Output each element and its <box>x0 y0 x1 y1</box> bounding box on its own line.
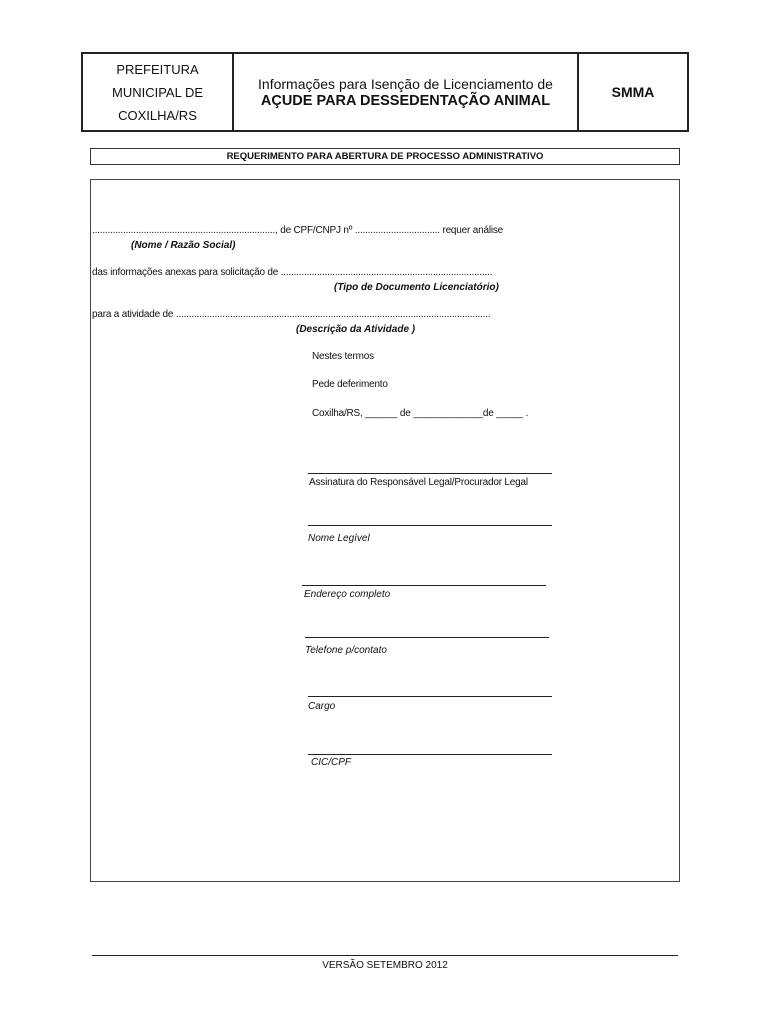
activity-caption: (Descrição da Atividade ) <box>296 324 416 335</box>
closing-terms: Nestes termos <box>312 351 374 362</box>
org-name-cell <box>83 54 234 130</box>
requester-caption: (Nome / Razão Social) <box>131 240 236 251</box>
document-type-line: das informações anexas para solicitação de .................................................................................. <box>92 267 493 278</box>
dept-code: SMMA <box>611 84 655 100</box>
version-footer: VERSÃO SETEMBRO 2012 <box>322 960 448 971</box>
signature-line-5 <box>308 696 552 697</box>
signature-line-6 <box>308 754 552 755</box>
closing-request: Pede deferimento <box>312 379 388 390</box>
requester-line: ......................................................................., de CPF/CNPJ nº ................................. requer análise <box>92 225 504 236</box>
info-line-1: Informações para Isenção de Licenciamento de <box>258 75 553 92</box>
address-label: Endereço completo <box>304 589 391 600</box>
date-line: Coxilha/RS, ______ de _____________de _____ . <box>312 408 529 419</box>
org-line-3: COXILHA/RS <box>118 107 197 123</box>
signature-line-2 <box>308 525 552 526</box>
signature-line-3 <box>302 585 546 586</box>
org-line-2: MUNICIPAL DE <box>111 84 203 100</box>
info-line-2: AÇUDE PARA DESSEDENTAÇÃO ANIMAL <box>260 92 551 109</box>
form-title: REQUERIMENTO PARA ABERTURA DE PROCESSO ADMINISTRATIVO <box>90 148 680 165</box>
footer-rule <box>92 955 678 956</box>
activity-line: para a atividade de .......................................................................................................................... <box>92 309 491 320</box>
signature-line-1 <box>308 473 552 474</box>
header-table <box>81 52 689 132</box>
phone-label: Telefone p/contato <box>305 645 387 656</box>
info-cell <box>234 54 579 130</box>
signature-line-4 <box>305 637 549 638</box>
legible-name-label: Nome Legível <box>308 533 370 544</box>
org-line-1: PREFEITURA <box>116 61 199 77</box>
signature-label: Assinatura do Responsável Legal/Procurador Legal <box>309 477 528 488</box>
role-label: Cargo <box>308 701 336 712</box>
cpf-label: CIC/CPF <box>311 757 351 768</box>
dept-code-cell <box>579 54 687 130</box>
document-type-caption: (Tipo de Documento Licenciatório) <box>334 282 499 293</box>
